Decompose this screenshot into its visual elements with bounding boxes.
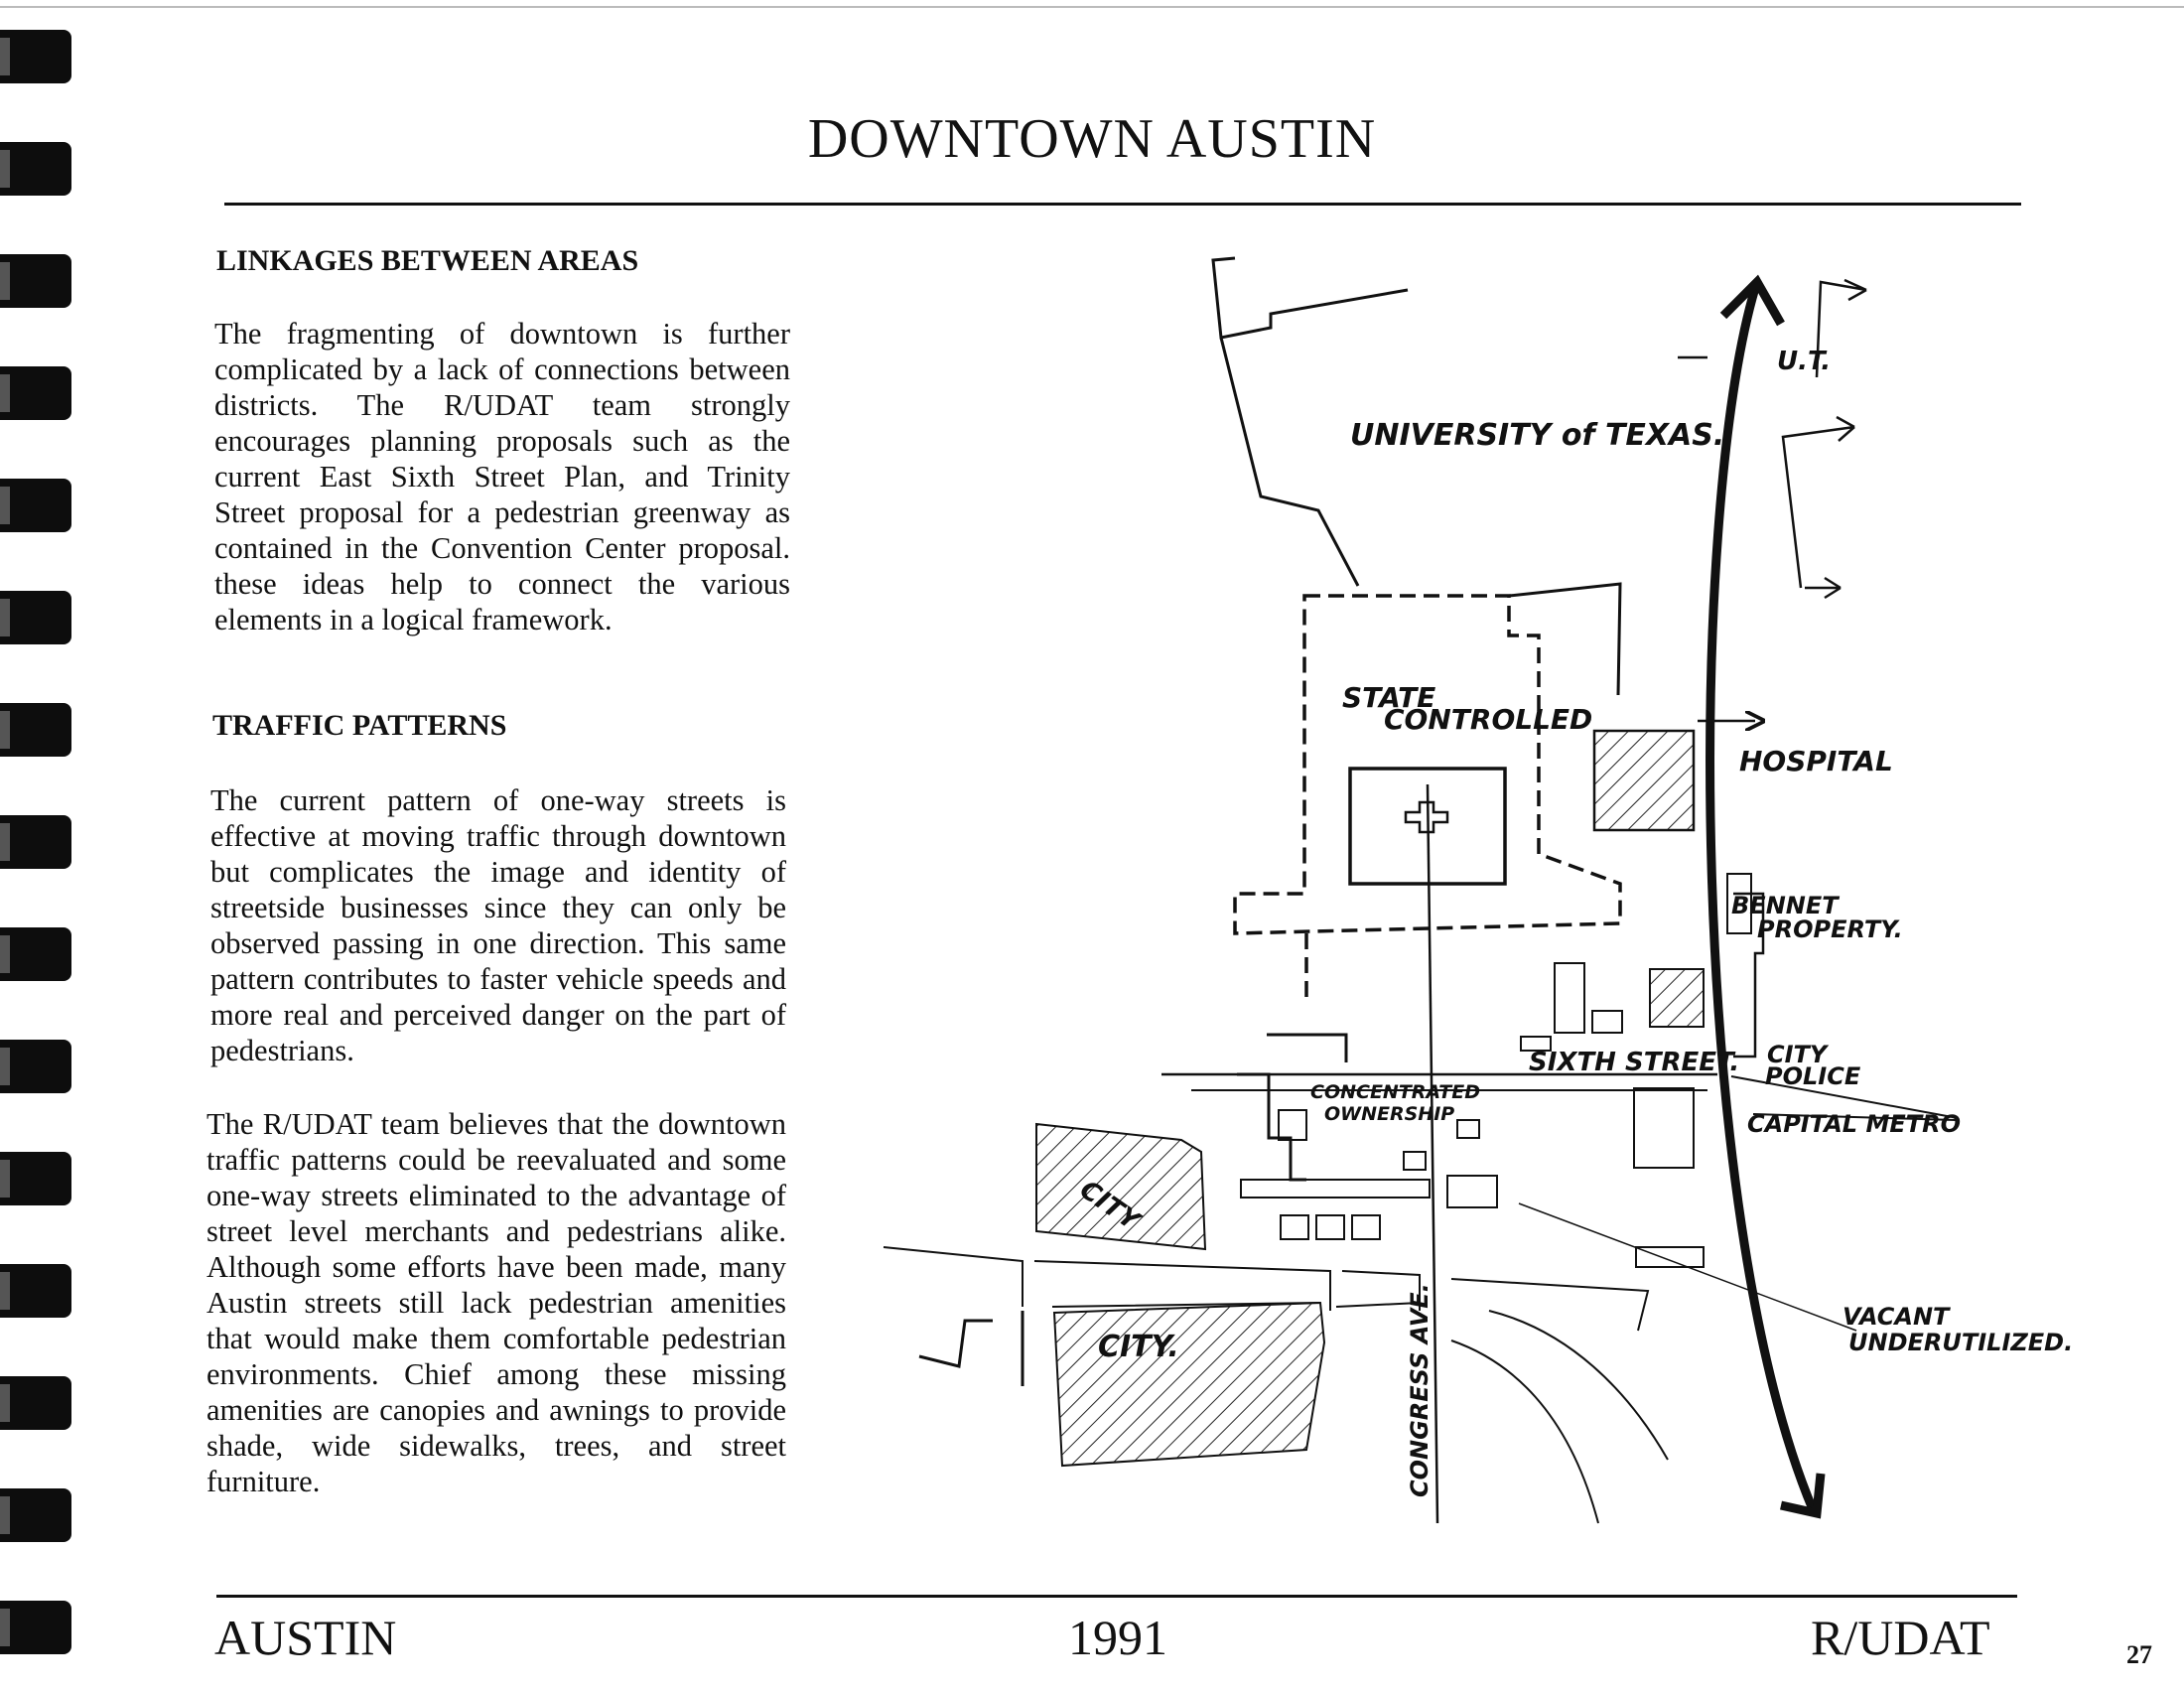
binding-ring bbox=[0, 1488, 71, 1542]
footer-year: 1991 bbox=[1068, 1610, 1167, 1665]
binding-ring bbox=[0, 1376, 71, 1430]
ut-label: U.T. bbox=[1777, 347, 1832, 376]
binding-ring bbox=[0, 366, 71, 420]
binding-ring bbox=[0, 1040, 71, 1093]
bennet-property-label-line2: PROPERTY. bbox=[1757, 916, 1903, 943]
section-heading-traffic: TRAFFIC PATTERNS bbox=[212, 709, 507, 742]
sixth-street-label: SIXTH STREET. bbox=[1529, 1048, 1740, 1077]
building-footprints bbox=[1237, 731, 1763, 1267]
city-police-label: CITY bbox=[1767, 1041, 1828, 1068]
binding-ring bbox=[0, 703, 71, 757]
footer-left: AUSTIN bbox=[214, 1610, 397, 1665]
binding-ring bbox=[0, 927, 71, 981]
city-label-south: CITY. bbox=[1098, 1330, 1179, 1364]
page-title: DOWNTOWN AUSTIN bbox=[807, 108, 1377, 170]
binding-ring bbox=[0, 815, 71, 869]
footer-rule bbox=[216, 1595, 2017, 1598]
binding-ring bbox=[0, 254, 71, 308]
state-controlled-label-line2: CONTROLLED bbox=[1384, 703, 1593, 736]
university-label: UNIVERSITY of TEXAS. bbox=[1350, 418, 1725, 453]
city-owned-parcels bbox=[1036, 1124, 1324, 1466]
concentrated-ownership-label-line2: OWNERSHIP bbox=[1324, 1103, 1455, 1125]
page-top-edge bbox=[0, 6, 2184, 8]
binding-ring bbox=[0, 1264, 71, 1318]
capital-metro-label: CAPITAL METRO bbox=[1747, 1110, 1961, 1138]
concentrated-ownership-label: CONCENTRATED bbox=[1310, 1081, 1481, 1103]
footer-right: R/UDAT bbox=[1811, 1610, 1990, 1665]
binding-ring bbox=[0, 479, 71, 532]
header-rule bbox=[224, 203, 2021, 206]
city-label-north: CITY bbox=[1073, 1175, 1145, 1237]
spiral-binding bbox=[0, 0, 79, 1692]
page-number: 27 bbox=[2126, 1640, 2152, 1669]
binding-ring bbox=[0, 591, 71, 644]
section-heading-linkages: LINKAGES BETWEEN AREAS bbox=[216, 244, 639, 277]
vacant-underutilized-label: VACANT bbox=[1843, 1303, 1950, 1331]
binding-ring bbox=[0, 30, 71, 83]
downtown-sketch-map bbox=[874, 238, 2074, 1549]
linkages-paragraph: The fragmenting of downtown is further complicated by a lack of connections between districts. The R/UDAT team strongly encourages planning proposals such as the current East Sixth Street Plan, and Trinity Street proposal for a pedestrian greenway as contained in the Convention Center proposal. these ideas help to connect the various elements in a logical framework. bbox=[214, 317, 790, 636]
vacant-underutilized-label-line2: UNDERUTILIZED. bbox=[1848, 1329, 2074, 1356]
binding-ring bbox=[0, 1152, 71, 1205]
traffic-paragraph-2: The R/UDAT team believes that the downtown traffic patterns could be reevaluated and some one-way streets eliminated to the advantage of street level merchants and pedestrians alike. Although some efforts have been made, many Austin streets still lack pedestrian amenities that would make them comfortable pedestrian environments. Chief among these missing amenities are canopies and awnings to provide shade, wide sidewalks, trees, and street furniture. bbox=[206, 1107, 786, 1498]
traffic-paragraph-1: The current pattern of one-way streets is effective at moving traffic through downtown but complicates the image and identity of streetside businesses since they can only be observed passing in one direction. This same pattern contributes to faster vehicle speeds and more real and perceived danger on the part of pedestrians. bbox=[210, 783, 786, 1067]
bennet-property-label: BENNET bbox=[1731, 892, 1839, 919]
city-police-label-line2: POLICE bbox=[1765, 1062, 1861, 1090]
state-controlled-label: STATE bbox=[1342, 681, 1436, 714]
binding-ring bbox=[0, 1601, 71, 1654]
congress-ave-label: CONGRESS AVE. bbox=[1406, 1283, 1433, 1497]
hospital-label: HOSPITAL bbox=[1739, 745, 1893, 777]
